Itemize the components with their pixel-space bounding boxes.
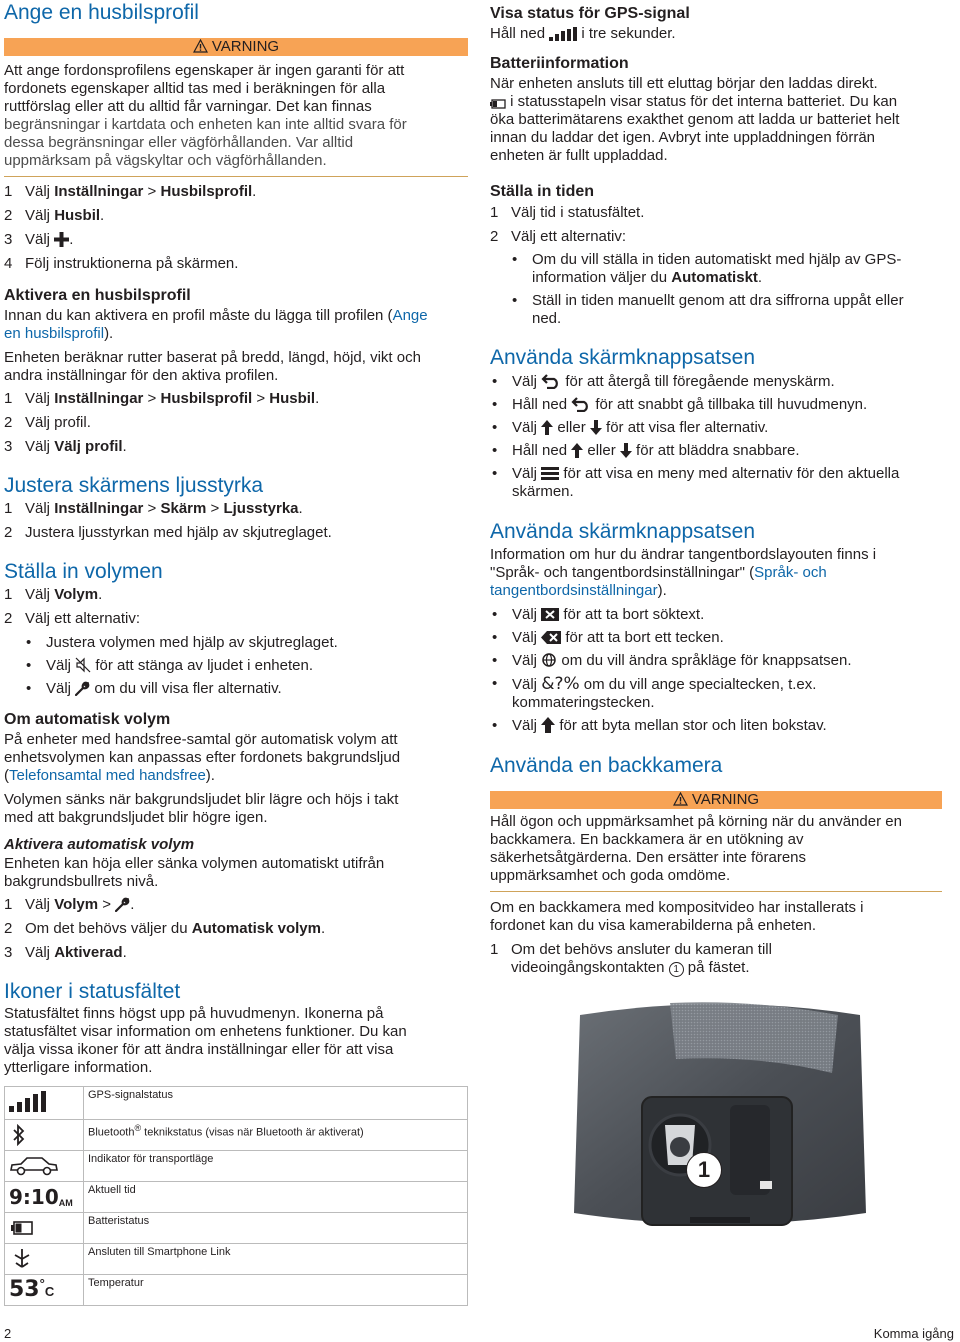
step-item: 2 Justera ljusstyrkan med hjälp av skjutreglaget. — [4, 524, 332, 541]
time-bullets — [510, 251, 942, 328]
keypad-bullets — [490, 606, 942, 740]
warning-header — [490, 791, 942, 809]
list-item: • Ställ in tiden manuellt genom att dra siffrorna uppåt eller ned. — [512, 292, 904, 327]
callout-marker: 1 — [669, 962, 684, 977]
keypad-paragraph: Information om hur du ändrar tangentbordslayouten finns i "Språk- och tangentbordsinställningar" (Språk- och tangentbordsinställningar). — [490, 546, 877, 599]
auto-volume-paragraph: På enheter med handsfree-samtal gör automatisk volym att enhetsvolymen kan anpassas efter fordonets bakgrundsljud (Telefonsamtal med handsfree). — [4, 731, 401, 784]
footer-section-title: Komma igång — [873, 1326, 954, 1341]
table-cell: Aktuell tid — [84, 1182, 468, 1213]
table-row — [5, 1182, 468, 1213]
list-item: • Välj &?% om du vill ange specialtecken, t.ex. kommateringstecken. — [492, 674, 817, 711]
warning-divider — [490, 891, 942, 892]
step-item: 1 Välj Inställningar > Husbilsprofil > Husbil. — [4, 390, 320, 407]
step-item: 1 Om det behövs ansluter du kameran till videoingångskontakten 1 på fästet. — [490, 941, 772, 976]
table-row — [5, 1151, 468, 1182]
warning-line: uppmärksamhet och goda omdöme. — [490, 867, 731, 884]
right-column — [490, 0, 942, 1182]
status-icons-paragraph: Statusfältet finns högst upp på huvudmenyn. Ikonerna på statusfältet visar information om enhetens funktioner. Du kan välja vissa ikoner för att ändra inställningar eller för att visa ytterligare information. — [4, 1005, 407, 1076]
warning-icon — [193, 39, 208, 53]
volume-bullets — [24, 634, 468, 703]
step-item: 2 Om det behövs väljer du Automatisk volym. — [4, 920, 326, 937]
link-language-keyboard[interactable]: Språk- och — [754, 564, 827, 581]
section-title-brightness: Justera skärmens ljusstyrka — [4, 474, 264, 497]
down-arrow-icon — [590, 420, 602, 435]
warning-line: Att ange fordonsprofilens egenskaper är ingen garanti för att — [4, 62, 405, 79]
step-item: 3 Välj Aktiverad. — [4, 944, 127, 961]
smartphone-link-icon — [11, 1247, 33, 1269]
step-item: 2 Välj profil. — [4, 414, 91, 431]
clear-search-icon — [541, 607, 559, 622]
warning-line: Håll ögon och uppmärksamhet på körning när du använder en — [490, 813, 902, 830]
car-icon — [9, 1155, 59, 1177]
link-add-profile[interactable]: en husbilsprofil — [4, 325, 105, 342]
table-row — [5, 1244, 468, 1275]
warning-line: fordonets egenskaper alltid tas med i beräkningen för alla — [4, 80, 386, 97]
gps-signal-icon — [9, 1091, 49, 1115]
table-cell: Ansluten till Smartphone Link — [84, 1244, 468, 1275]
warning-line: dessa begränsningar eller vägförhållanden. Var alltid — [4, 134, 354, 151]
wrench-icon — [75, 681, 90, 696]
link-language-keyboard[interactable]: tangentbordsinställningar — [490, 582, 658, 599]
brightness-steps — [4, 500, 468, 548]
up-arrow-icon — [571, 443, 583, 458]
volume-steps — [4, 586, 468, 634]
warning-icon — [673, 792, 688, 806]
step-item: 1 Välj Inställningar > Husbilsprofil. — [4, 183, 257, 200]
screen-buttons-bullets — [490, 373, 942, 501]
step-item: 1 Välj tid i statusfältet. — [490, 204, 645, 221]
step-item: 3 Välj . — [4, 231, 74, 248]
add-icon — [54, 232, 69, 247]
table-row — [5, 1275, 468, 1306]
subsubsection-title-enable-auto: Aktivera automatisk volym — [4, 836, 195, 853]
section-title-keypad: Använda skärmknappsatsen — [490, 520, 755, 543]
battery-paragraph: När enheten ansluts till ett eluttag börjar den laddas direkt. i statusstapeln visar status för det interna batteriet. Du kan öka batterimätarens exakthet genom att ladda ur batteriet helt innan du laddar det igen. Avbryt inte uppladdningen förrän enheten är fullt uppladdad. — [490, 75, 900, 164]
time-steps — [490, 204, 942, 252]
list-item: • Välj för att återgå till föregående menyskärm. — [492, 373, 835, 390]
warning-header — [4, 38, 468, 56]
list-item: • Justera volymen med hjälp av skjutreglaget. — [26, 634, 338, 651]
step-item: 2 Välj ett alternativ: — [4, 610, 141, 627]
warning-label: VARNING — [211, 38, 280, 55]
camera-paragraph: Om en backkamera med kompositvideo har installerats i fordonet kan du visa kamerabilderna på enheten. — [490, 899, 864, 934]
page-number: 2 — [4, 1326, 12, 1341]
list-item: • Välj för att ta bort söktext. — [492, 606, 705, 623]
subsection-title-activate: Aktivera en husbilsprofil — [4, 287, 191, 304]
activate-paragraph: Innan du kan aktivera en profil måste du lägga till profilen (Ange en husbilsprofil). — [4, 307, 428, 342]
subsection-title-gps: Visa status för GPS-signal — [490, 5, 690, 22]
section-title-volume: Ställa in volymen — [4, 560, 163, 583]
warning-label: VARNING — [691, 791, 760, 808]
rv-profile-steps — [4, 183, 468, 279]
step-item: 1 Välj Volym. — [4, 586, 103, 603]
mute-icon — [75, 657, 91, 673]
step-item: 1 Välj Volym > . — [4, 896, 135, 913]
list-item: • Välj för att stänga av ljudet i enheten. — [26, 657, 314, 674]
section-title-status-icons: Ikoner i statusfältet — [4, 980, 181, 1003]
subsection-title-battery: Batteriinformation — [490, 55, 629, 72]
status-icons-table — [4, 1086, 468, 1306]
backspace-icon — [541, 630, 561, 645]
subsection-title-time: Ställa in tiden — [490, 183, 595, 200]
gps-paragraph: Håll ned i tre sekunder. — [490, 25, 676, 42]
list-item: • Välj om du vill ändra språkläge för knappsatsen. — [492, 652, 852, 669]
warning-line: begränsningar i kartdata och enheten kan inte alltid svara för — [4, 116, 407, 133]
list-item: • Välj för att byta mellan stor och liten bokstav. — [492, 717, 827, 734]
back-icon — [541, 373, 561, 389]
warning-line: ruttförslag eller att du alltid får varningar. Det kan finnas — [4, 98, 372, 115]
step-item: 4 Följ instruktionerna på skärmen. — [4, 255, 239, 272]
back-icon — [571, 396, 591, 412]
menu-path-settings: Inställningar — [54, 183, 144, 200]
step-item: 2 Välj Husbil. — [4, 207, 105, 224]
warning-line: backkamera. En backkamera är en utökning av — [490, 831, 804, 848]
list-item: • Om du vill ställa in tiden automatiskt med hjälp av GPS- information väljer du Automatiskt. — [512, 251, 902, 286]
language-icon — [541, 652, 557, 668]
gps-signal-icon — [549, 27, 577, 41]
table-cell: Indikator för transportläge — [84, 1151, 468, 1182]
wrench-icon — [115, 897, 130, 912]
table-row — [5, 1120, 468, 1151]
special-chars-icon: &?% — [541, 674, 580, 694]
battery-icon — [490, 99, 506, 109]
table-cell: GPS-signalstatus — [84, 1087, 468, 1120]
clock-icon: 9:10AM — [5, 1182, 84, 1213]
auto-volume-paragraph-2: Volymen sänks när bakgrundsljudet blir lägre och höjs i takt med att bakgrundsljudet blir högre igen. — [4, 791, 399, 826]
table-row — [5, 1087, 468, 1120]
list-item: • Håll ned för att snabbt gå tillbaka till huvudmenyn. — [492, 396, 868, 413]
bluetooth-icon — [11, 1124, 27, 1146]
down-arrow-icon — [620, 443, 632, 458]
subsection-title-auto-volume: Om automatisk volym — [4, 711, 171, 728]
temperature-icon: 53°C — [5, 1275, 84, 1306]
link-handsfree[interactable]: Telefonsamtal med handsfree — [9, 767, 206, 784]
list-item: • Välj för att ta bort ett tecken. — [492, 629, 724, 646]
section-title-rv-profile: Ange en husbilsprofil — [4, 1, 199, 24]
activate-steps — [4, 390, 468, 462]
menu-icon — [541, 466, 559, 481]
up-arrow-icon — [541, 420, 553, 435]
callout-badge: 1 — [686, 1152, 722, 1188]
enable-auto-paragraph: Enheten kan höja eller sänka volymen automatiskt utifrån bakgrundsbullrets nivå. — [4, 855, 385, 890]
table-cell: Bluetooth® teknikstatus (visas när Bluetooth är aktiverat) — [84, 1120, 468, 1151]
warning-line: säkerhetsåtgärderna. Den ersätter inte förarens — [490, 849, 807, 866]
activate-paragraph-2: Enheten beräknar rutter baserat på bredd, längd, höjd, vikt och andra inställningar för den aktiva profilen. — [4, 349, 421, 384]
section-title-screen-buttons: Använda skärmknappsatsen — [490, 346, 755, 369]
table-row — [5, 1213, 468, 1244]
warning-divider — [4, 176, 468, 177]
table-cell: Batteristatus — [84, 1213, 468, 1244]
step-item: 2 Välj ett alternativ: — [490, 228, 627, 245]
list-item: • Välj för att visa en meny med alternativ för den aktuella skärmen. — [492, 465, 900, 500]
list-item: • Håll ned eller för att bläddra snabbare. — [492, 442, 800, 459]
shift-icon — [541, 717, 555, 733]
table-cell: Temperatur — [84, 1275, 468, 1306]
warning-line: uppmärksam på vägskyltar och vägförhållanden. — [4, 152, 327, 169]
step-item: 3 Välj Välj profil. — [4, 438, 127, 455]
device-mount-illustration — [570, 985, 870, 1241]
section-title-backup-camera: Använda en backkamera — [490, 754, 723, 777]
list-item: • Välj om du vill visa fler alternativ. — [26, 680, 282, 697]
list-item: • Välj eller för att visa fler alternativ. — [492, 419, 769, 436]
warning-box — [4, 38, 468, 177]
camera-warning-box — [490, 791, 942, 892]
battery-icon — [11, 1221, 33, 1235]
link-add-profile[interactable]: Ange — [392, 307, 428, 324]
step-item: 1 Välj Inställningar > Skärm > Ljusstyrka. — [4, 500, 303, 517]
auto-volume-steps — [4, 896, 468, 968]
